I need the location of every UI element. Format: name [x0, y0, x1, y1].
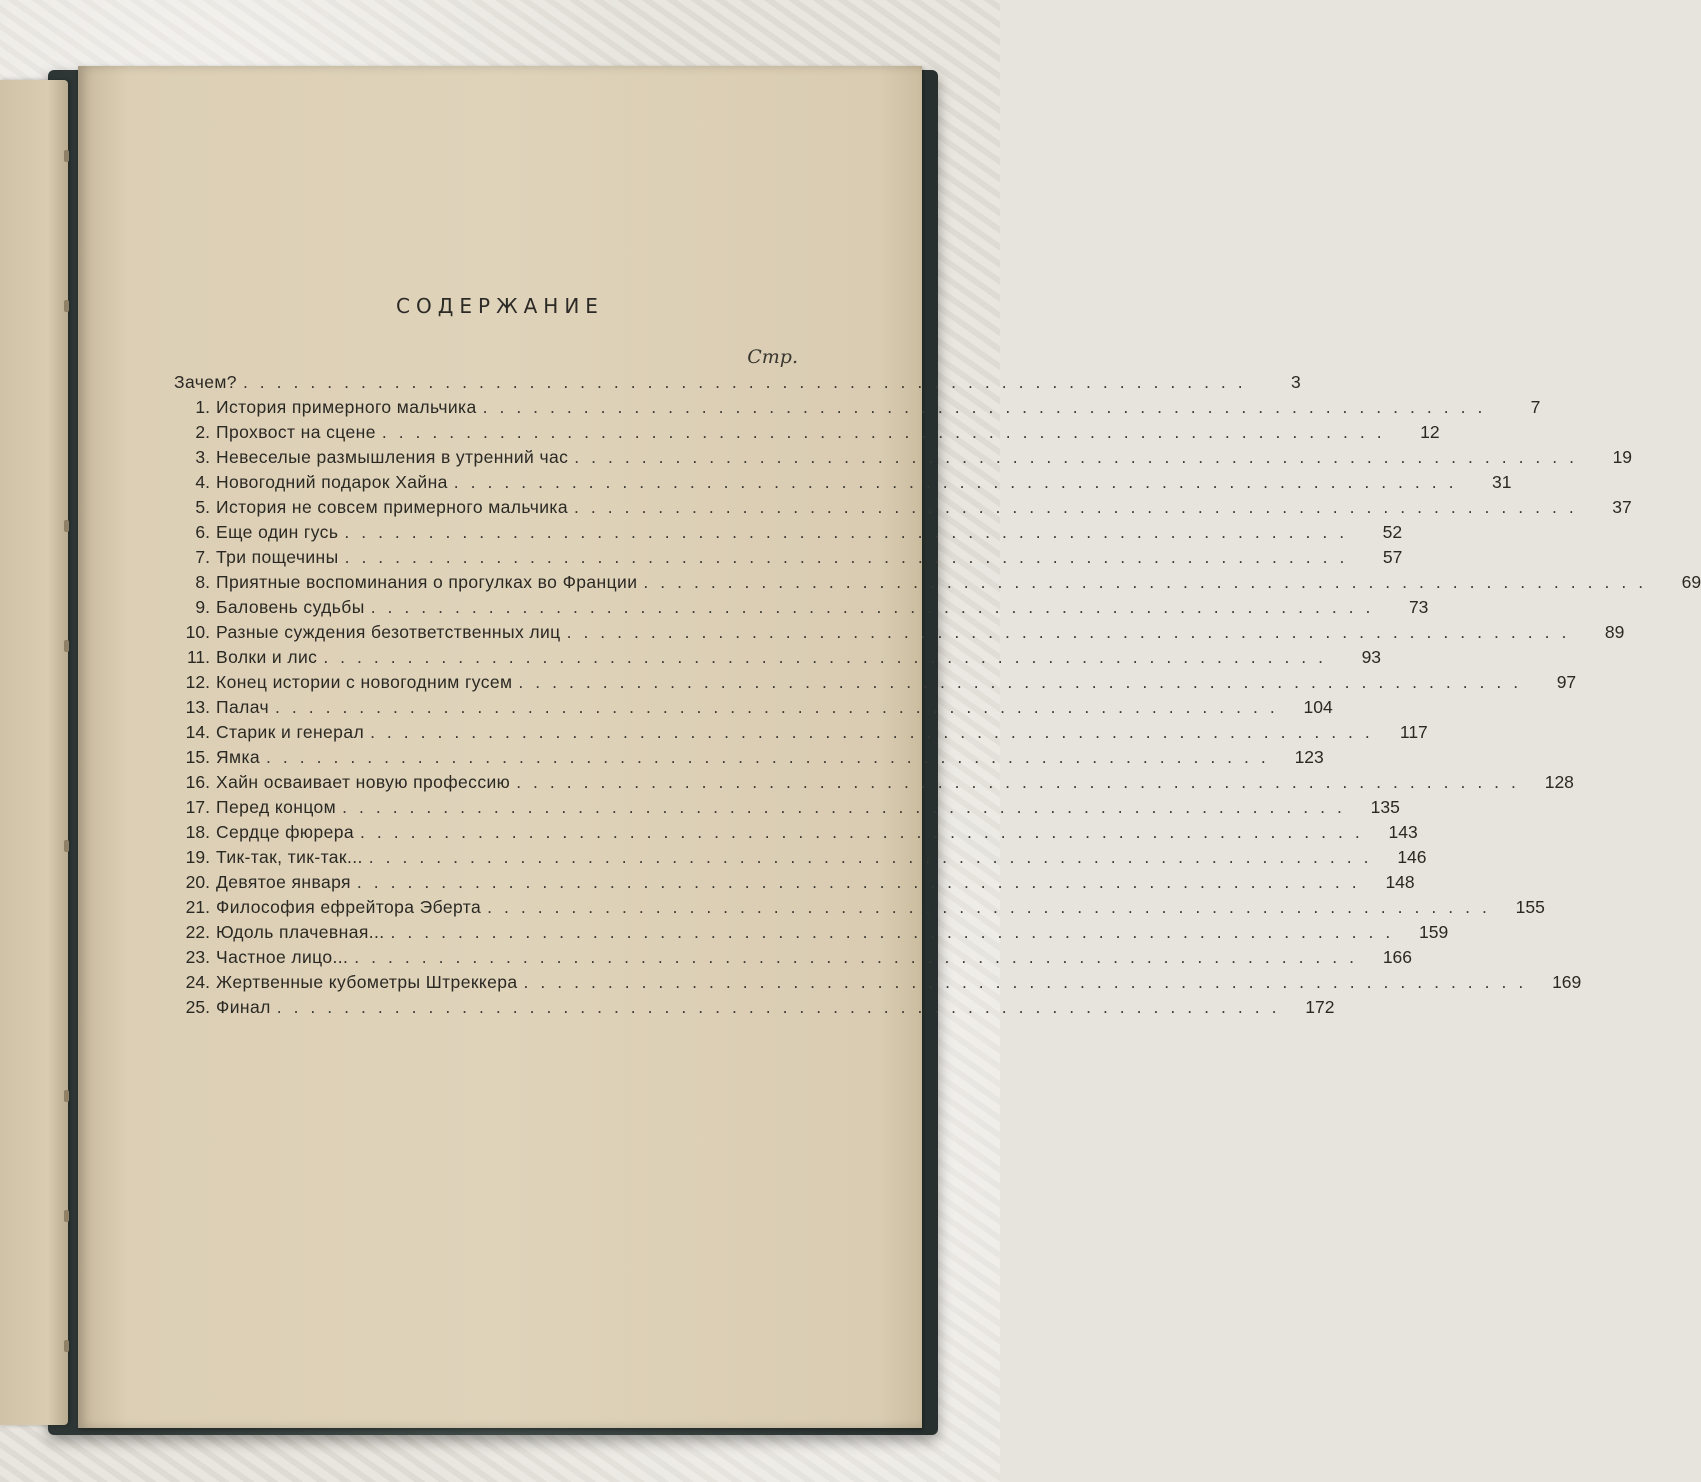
toc-leader-dots: ............................................................ — [275, 697, 1287, 717]
toc-leader-dots: ............................................................ — [574, 497, 1586, 517]
toc-entry-title: Три пощечины — [216, 547, 339, 567]
toc-leader-dots: ............................................................ — [344, 547, 1357, 567]
toc-entry-number: 5. — [195, 497, 210, 517]
toc-entry-title: Частное лицо... — [216, 947, 349, 967]
toc-entry-page: 52 — [1382, 522, 1403, 542]
toc-entry — [174, 397, 1541, 422]
toc-entry — [174, 497, 1632, 522]
toc-leader-dots: ............................................................ — [453, 472, 1466, 492]
toc-entry-title: Хайн осваивает новую профессию — [216, 772, 511, 792]
toc-entry-number: 15. — [185, 747, 210, 767]
toc-leader-dots: ............................................................ — [370, 597, 1383, 617]
toc-entry-number: 7. — [195, 547, 210, 567]
toc-entry-page: 172 — [1305, 997, 1335, 1017]
toc-entry-title: История не совсем примерного мальчика — [216, 497, 568, 517]
toc-entry-page: 31 — [1492, 472, 1512, 492]
page-title: СОДЕРЖАНИЕ — [396, 294, 604, 318]
toc-entry — [174, 422, 1440, 447]
toc-entry-number: 22. — [185, 922, 210, 942]
toc-entry-page: 159 — [1419, 922, 1449, 942]
toc-leader-dots: ............................................................ — [242, 372, 1255, 392]
toc-entry-title: Тик-так, тик-так... — [216, 847, 363, 867]
left-page-edge — [0, 80, 68, 1425]
toc-entry-page: 57 — [1382, 547, 1403, 567]
toc-leader-dots: ............................................................ — [323, 647, 1336, 667]
toc-entry-page: 143 — [1388, 822, 1418, 842]
toc-entry — [174, 747, 1324, 772]
toc-entry-page: 148 — [1385, 872, 1415, 892]
toc-entry-page: 104 — [1303, 697, 1333, 717]
toc-entry — [174, 647, 1382, 672]
toc-leader-dots: ............................................................ — [368, 847, 1381, 867]
toc-leader-dots: ............................................................ — [354, 947, 1367, 967]
toc-entry — [174, 772, 1574, 797]
toc-leader-dots: ............................................................ — [574, 447, 1587, 467]
toc-leader-dots: ............................................................ — [523, 972, 1536, 992]
spine-stitch — [64, 1340, 69, 1352]
toc-entry-title: Невеселые размышления в утренний час — [216, 447, 569, 467]
toc-entry-title: Конец истории с новогодним гусем — [216, 672, 513, 692]
toc-leader-dots: ............................................................ — [342, 797, 1354, 817]
toc-entry-number: 17. — [185, 797, 210, 817]
toc-entry-number: 6. — [195, 522, 210, 542]
toc-entry — [174, 522, 1403, 547]
toc-entry — [174, 847, 1427, 872]
toc-entry — [174, 897, 1545, 922]
toc-leader-dots: ............................................................ — [356, 872, 1369, 892]
toc-entry — [174, 697, 1333, 722]
toc-leader-dots: ............................................................ — [482, 397, 1495, 417]
toc-entry-number: 24. — [185, 972, 210, 992]
toc-entry — [174, 672, 1577, 697]
toc-entry-page: 146 — [1397, 847, 1427, 867]
toc-entry — [174, 822, 1418, 847]
toc-entry-number: 18. — [185, 822, 210, 842]
toc-leader-dots: ............................................................ — [344, 522, 1357, 542]
toc-entry-number: 4. — [195, 472, 210, 492]
toc-entry-number: 1. — [195, 397, 210, 417]
toc-entry-page: 117 — [1399, 722, 1428, 742]
toc-entry-title: Старик и генерал — [216, 722, 365, 742]
toc-entry-title: Философия ефрейтора Эберта — [216, 897, 482, 917]
toc-entry — [174, 447, 1633, 472]
toc-entry-page: 19 — [1612, 447, 1633, 467]
toc-leader-dots: ............................................................ — [643, 572, 1656, 592]
toc-entry-number: 13. — [185, 697, 210, 717]
toc-entry-title: Приятные воспоминания о прогулках во Франции — [216, 572, 638, 592]
toc-entry-page: 69 — [1681, 572, 1701, 592]
toc-entry-page: 135 — [1370, 797, 1400, 817]
toc-list — [174, 372, 1701, 1022]
toc-entry-page: 73 — [1408, 597, 1429, 617]
toc-entry-title: Прохвост на сцене — [216, 422, 376, 442]
toc-entry — [174, 622, 1625, 647]
toc-entry-title: Баловень судьбы — [216, 597, 365, 617]
toc-entry-number: 2. — [195, 422, 210, 442]
toc-entry-number: 19. — [185, 847, 210, 867]
toc-entry-title: Еще один гусь — [216, 522, 339, 542]
page-column-label: Стр. — [747, 346, 798, 368]
toc-entry-title: Волки и лис — [216, 647, 318, 667]
toc-entry-title: Зачем? — [174, 372, 237, 392]
toc-entry-page: 155 — [1515, 897, 1545, 917]
toc-entry-page: 169 — [1552, 972, 1582, 992]
toc-entry-number: 3. — [195, 447, 210, 467]
contents-page — [78, 66, 1701, 1428]
toc-leader-dots: ............................................................ — [266, 747, 1278, 767]
toc-entry-title: Новогодний подарок Хайна — [216, 472, 448, 492]
toc-entry-number: 25. — [185, 997, 210, 1017]
toc-entry-page: 166 — [1382, 947, 1413, 967]
toc-entry — [174, 972, 1582, 997]
toc-entry-title: Разные суждения безответственных лиц — [216, 622, 561, 642]
toc-entry — [174, 597, 1429, 622]
toc-entry — [174, 997, 1335, 1022]
spine-stitch — [64, 300, 69, 312]
toc-entry-number: 9. — [195, 597, 210, 617]
toc-leader-dots: ............................................................ — [381, 422, 1394, 442]
toc-leader-dots: ............................................................ — [487, 897, 1499, 917]
toc-entry-number: 16. — [185, 772, 210, 792]
toc-leader-dots: ............................................................ — [370, 722, 1382, 742]
toc-leader-dots: ............................................................ — [390, 922, 1403, 942]
spine-stitch — [64, 150, 69, 162]
toc-entry — [174, 797, 1400, 822]
toc-leader-dots: ............................................................ — [516, 772, 1528, 792]
toc-entry — [174, 572, 1701, 597]
toc-entry — [174, 547, 1403, 572]
toc-entry-number: 11. — [186, 647, 210, 667]
toc-entry-number: 14. — [185, 722, 210, 742]
toc-leader-dots: ............................................................ — [566, 622, 1579, 642]
spine-stitch — [64, 640, 69, 652]
toc-entry-title: История примерного мальчика — [216, 397, 477, 417]
toc-entry-page: 89 — [1604, 622, 1625, 642]
toc-entry-page: 97 — [1556, 672, 1577, 692]
toc-entry-title: Ямка — [216, 747, 261, 767]
toc-entry-number: 8. — [195, 572, 210, 592]
toc-entry-number: 10. — [185, 622, 210, 642]
toc-entry-title: Финал — [216, 997, 271, 1017]
toc-entry-title: Юдоль плачевная... — [216, 922, 385, 942]
toc-entry-number: 23. — [185, 947, 210, 967]
toc-leader-dots: ............................................................ — [518, 672, 1531, 692]
toc-entry — [174, 947, 1413, 972]
toc-entry-page: 12 — [1420, 422, 1440, 442]
toc-entry-title: Сердце фюрера — [216, 822, 354, 842]
toc-entry-page: 123 — [1294, 747, 1324, 767]
toc-entry — [174, 872, 1415, 897]
toc-entry-title: Жертвенные кубометры Штреккера — [216, 972, 518, 992]
toc-entry-page: 37 — [1612, 497, 1632, 517]
toc-entry-number: 20. — [185, 872, 210, 892]
spine-stitch — [64, 840, 69, 852]
toc-leader-dots: ............................................................ — [360, 822, 1372, 842]
toc-entry-title: Девятое января — [216, 872, 351, 892]
toc-entry — [174, 372, 1301, 397]
spine-stitch — [64, 1090, 69, 1102]
toc-entry-page: 3 — [1290, 372, 1301, 392]
toc-entry — [174, 722, 1428, 747]
toc-entry-page: 7 — [1530, 397, 1541, 417]
toc-entry — [174, 922, 1449, 947]
spine-stitch — [64, 520, 69, 532]
toc-entry-number: 12. — [185, 672, 210, 692]
toc-entry — [174, 472, 1512, 497]
toc-entry-page: 128 — [1544, 772, 1574, 792]
toc-entry-page: 93 — [1361, 647, 1382, 667]
toc-leader-dots: ............................................................ — [276, 997, 1289, 1017]
toc-entry-title: Палач — [216, 697, 269, 717]
spine-stitch — [64, 1210, 69, 1222]
toc-entry-number: 21. — [185, 897, 210, 917]
toc-entry-title: Перед концом — [216, 797, 337, 817]
